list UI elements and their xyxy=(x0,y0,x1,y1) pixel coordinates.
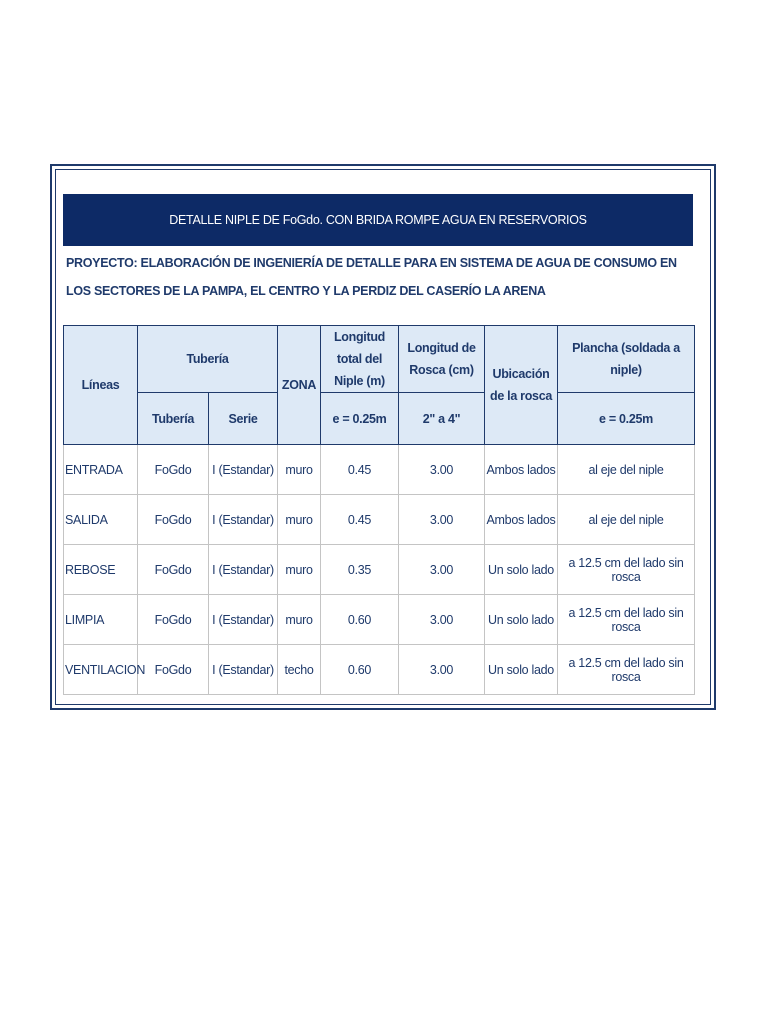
cell-tuberia: FoGdo xyxy=(138,595,209,645)
cell-serie: I (Estandar) xyxy=(209,645,278,695)
header-longitud-total-sub: e = 0.25m xyxy=(321,393,399,445)
header-longitud-rosca: Longitud de Rosca (cm) xyxy=(399,326,485,393)
project-description: PROYECTO: ELABORACIÓN DE INGENIERÍA DE DETALLE PARA EN SISTEMA DE AGUA DE CONSUMO EN LOS SECTORES DE LA PAMPA, EL CENTRO Y LA PERDIZ DEL CASERÍO LA ARENA xyxy=(66,256,677,298)
header-tuberia-group: Tubería xyxy=(138,326,278,393)
cell-tuberia: FoGdo xyxy=(138,645,209,695)
cell-linea: ENTRADA xyxy=(64,445,138,495)
cell-plancha: al eje del niple xyxy=(558,495,695,545)
cell-zona: muro xyxy=(278,495,321,545)
header-longitud-rosca-sub: 2" a 4" xyxy=(399,393,485,445)
header-ubicacion: Ubicación de la rosca xyxy=(485,326,558,445)
table-row xyxy=(64,595,695,645)
cell-tuberia: FoGdo xyxy=(138,445,209,495)
cell-zona: techo xyxy=(278,645,321,695)
cell-tuberia: FoGdo xyxy=(138,545,209,595)
header-serie: Serie xyxy=(209,393,278,445)
cell-zona: muro xyxy=(278,445,321,495)
cell-serie: I (Estandar) xyxy=(209,545,278,595)
cell-rosca: 3.00 xyxy=(399,595,485,645)
document-title xyxy=(63,194,693,246)
cell-plancha: al eje del niple xyxy=(558,445,695,495)
cell-zona: muro xyxy=(278,545,321,595)
cell-longitud: 0.60 xyxy=(321,645,399,695)
cell-ubicacion: Un solo lado xyxy=(485,545,558,595)
cell-rosca: 3.00 xyxy=(399,645,485,695)
cell-rosca: 3.00 xyxy=(399,445,485,495)
cell-linea: SALIDA xyxy=(64,495,138,545)
cell-ubicacion: Un solo lado xyxy=(485,595,558,645)
table-row xyxy=(64,445,695,495)
cell-longitud: 0.45 xyxy=(321,445,399,495)
header-plancha-sub: e = 0.25m xyxy=(558,393,695,445)
table-row xyxy=(64,645,695,695)
cell-plancha: a 12.5 cm del lado sin rosca xyxy=(558,645,695,695)
cell-linea: LIMPIA xyxy=(64,595,138,645)
document-title-text: DETALLE NIPLE DE FoGdo. CON BRIDA ROMPE AGUA EN RESERVORIOS xyxy=(169,213,587,227)
header-tuberia: Tubería xyxy=(138,393,209,445)
cell-longitud: 0.60 xyxy=(321,595,399,645)
cell-longitud: 0.45 xyxy=(321,495,399,545)
header-longitud-total: Longitud total del Niple (m) xyxy=(321,326,399,393)
cell-ubicacion: Ambos lados xyxy=(485,445,558,495)
cell-plancha: a 12.5 cm del lado sin rosca xyxy=(558,595,695,645)
header-lineas: Líneas xyxy=(64,326,138,445)
table-row xyxy=(64,495,695,545)
cell-ubicacion: Un solo lado xyxy=(485,645,558,695)
cell-rosca: 3.00 xyxy=(399,495,485,545)
table-row xyxy=(64,545,695,595)
header-plancha: Plancha (soldada a niple) xyxy=(558,326,695,393)
cell-linea: REBOSE xyxy=(64,545,138,595)
cell-serie: I (Estandar) xyxy=(209,445,278,495)
cell-serie: I (Estandar) xyxy=(209,495,278,545)
cell-ubicacion: Ambos lados xyxy=(485,495,558,545)
cell-longitud: 0.35 xyxy=(321,545,399,595)
cell-tuberia: FoGdo xyxy=(138,495,209,545)
cell-plancha: a 12.5 cm del lado sin rosca xyxy=(558,545,695,595)
niple-detail-table xyxy=(63,325,695,695)
cell-serie: I (Estandar) xyxy=(209,595,278,645)
cell-rosca: 3.00 xyxy=(399,545,485,595)
cell-linea: VENTILACION xyxy=(64,645,138,695)
header-zona: ZONA xyxy=(278,326,321,445)
cell-zona: muro xyxy=(278,595,321,645)
